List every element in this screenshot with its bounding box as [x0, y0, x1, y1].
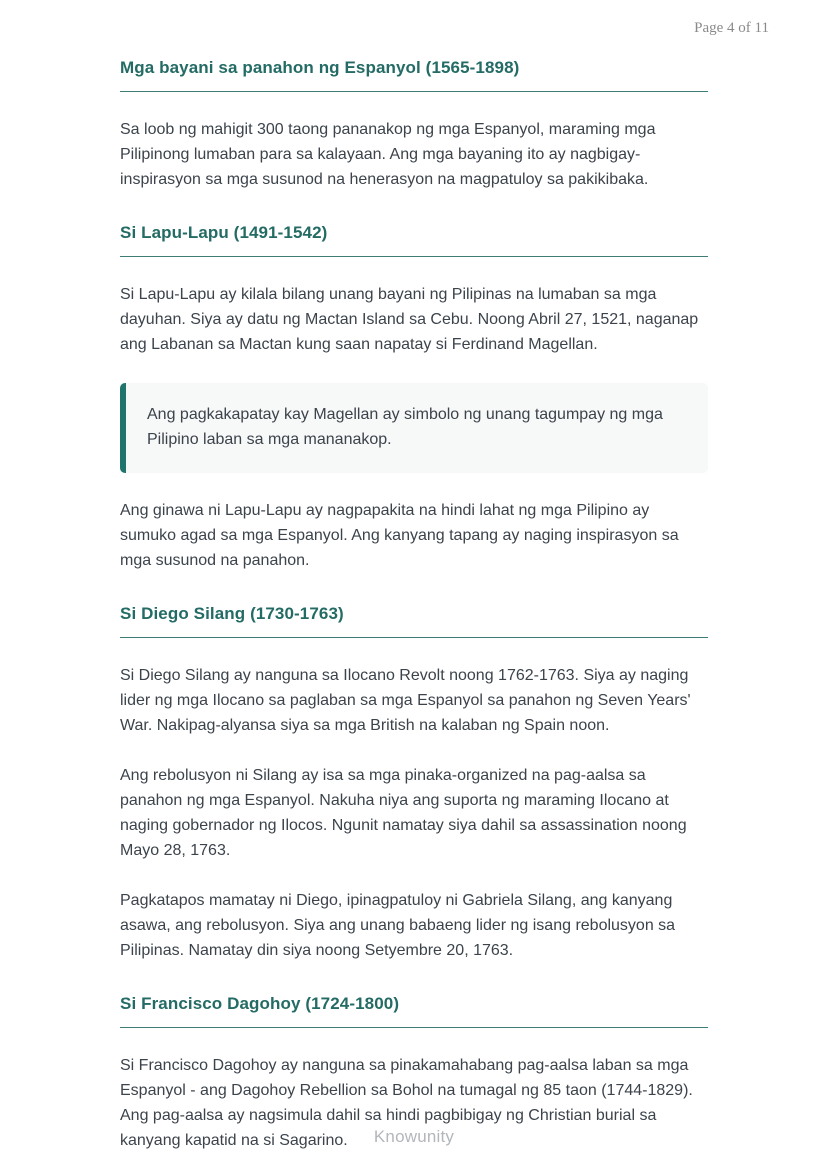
paragraph-francisco-dagohoy-1: Si Francisco Dagohoy ay nanguna sa pinakamahabang pag-aalsa laban sa mga Espanyol - ang Dagohoy Rebellion sa Bohol na tumagal ng 85 taon (1744-1829). Ang pag-aalsa ay nagsimula dahil sa hindi pagbibigay ng Christian burial sa kanyang kapatid na si Sagarino. — [120, 1057, 693, 1149]
paragraph-diego-silang-3: Pagkatapos mamatay ni Diego, ipinagpatuloy ni Gabriela Silang, ang kanyang asawa, ang rebolusyon. Siya ang unang babaeng lider ng isang rebolusyon sa Pilipinas. Namatay din siya noong Setyembre 20, 1763. — [120, 892, 676, 959]
section-heading-lapu-lapu: Si Lapu-Lapu (1491-1542) — [120, 222, 708, 257]
paragraph-diego-silang-2: Ang rebolusyon ni Silang ay isa sa mga pinaka-organized na pag-aalsa sa panahon ng mga Espanyol. Nakuha niya ang suporta ng maraming Ilocano at naging gobernador ng Ilocos. Ngunit namatay siya dahil sa assassination noong Mayo 28, 1763. — [120, 767, 687, 859]
section-heading-mga-bayani: Mga bayani sa panahon ng Espanyol (1565-1898) — [120, 57, 708, 92]
page-indicator: Page 4 of 11 — [694, 20, 769, 36]
section-heading-francisco-dagohoy: Si Francisco Dagohoy (1724-1800) — [120, 993, 708, 1028]
paragraph-diego-silang-1: Si Diego Silang ay nanguna sa Ilocano Revolt noong 1762-1763. Siya ay naging lider ng mga Ilocano sa paglaban sa mga Espanyol sa panahon ng Seven Years' War. Nakipag-alyansa siya sa mga British na kalaban ng Spain noon. — [120, 667, 691, 734]
paragraph-intro: Sa loob ng mahigit 300 taong pananakop ng mga Espanyol, maraming mga Pilipinong lumaban para sa kalayaan. Ang mga bayaning ito ay nagbigay-inspirasyon sa mga susunod na henerasyon na magpatuloy sa pakikibaka. — [120, 121, 656, 188]
footer-brand: Knowunity — [373, 1127, 455, 1146]
section-heading-diego-silang: Si Diego Silang (1730-1763) — [120, 603, 708, 638]
paragraph-lapu-lapu-1: Si Lapu-Lapu ay kilala bilang unang bayani ng Pilipinas na lumaban sa mga dayuhan. Siya ay datu ng Mactan Island sa Cebu. Noong Abril 27, 1521, naganap ang Labanan sa Mactan kung saan napatay si Ferdinand Magellan. — [120, 286, 699, 353]
document-content — [120, 0, 708, 1153]
paragraph-lapu-lapu-2: Ang ginawa ni Lapu-Lapu ay nagpapakita na hindi lahat ng mga Pilipino ay sumuko agad sa mga Espanyol. Ang kanyang tapang ay naging inspirasyon sa mga susunod na panahon. — [120, 502, 679, 569]
quote-block-magellan: Ang pagkakapatay kay Magellan ay simbolo ng unang tagumpay ng mga Pilipino laban sa mga mananakop. — [120, 383, 708, 473]
